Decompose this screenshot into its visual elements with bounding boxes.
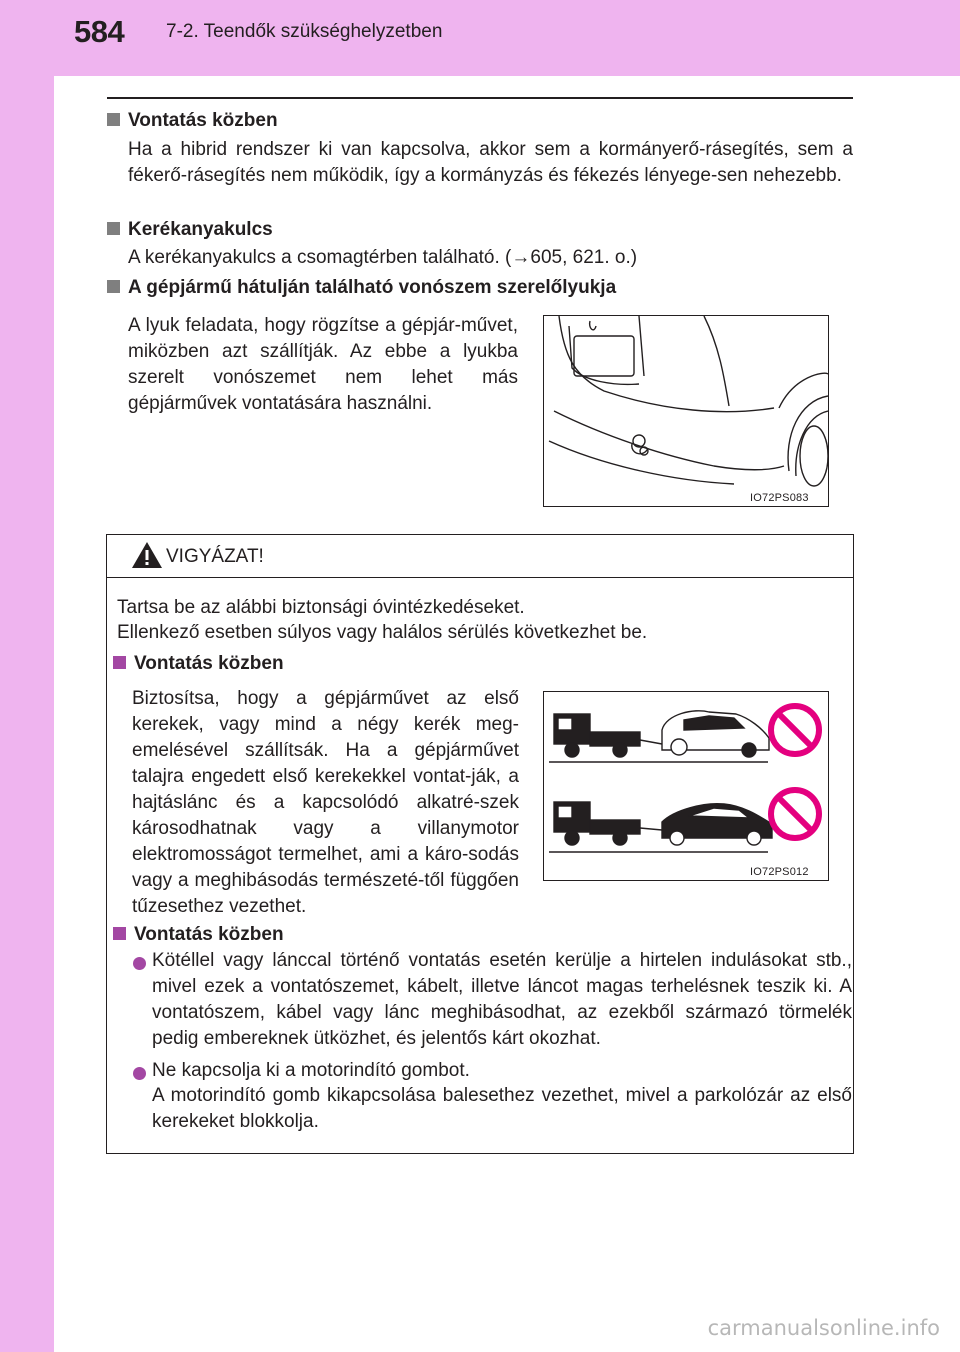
prohibited-icon: [771, 706, 819, 838]
heading-square-icon: [107, 222, 120, 235]
rear-bumper-figure: [543, 315, 829, 507]
tow-truck-figure: [543, 691, 829, 881]
warning-bullet-2: Ne kapcsolja ki a motorindító gombot.: [152, 1060, 470, 1081]
warning-title: VIGYÁZAT!: [166, 546, 264, 567]
figure-code: IO72PS012: [750, 866, 809, 878]
section-text-towing: Ha a hibrid rendszer ki van kapcsolva, akkor sem a kormányerő-rásegítés, sem a fékerő-rásegítés nem működik, így a kormányzás és fékezés lényege-sen nehezebb.: [128, 139, 853, 186]
section-heading-text: A gépjármű hátulján található vonószem szerelőlyukja: [128, 277, 617, 298]
rear-bumper-towing-eyelet-icon: [544, 316, 828, 506]
section-text-wheel-wrench: A kerékanyakulcs a csomagtérben található. (→605, 621. o.): [128, 247, 638, 268]
section-heading-towing: [107, 110, 278, 132]
warning-subheading-text: Vontatás közben: [134, 653, 284, 674]
warning-intro-line2: Ellenkező esetben súlyos vagy halálos sérülés következhet be.: [117, 622, 648, 643]
warning-box: [106, 534, 854, 1154]
warning-bullet-1: Kötéllel vagy lánccal történő vontatás esetén kerülje a hirtelen indulásokat stb., mivel ezek a vontatószemet, kábelt, illetve láncot magas terhelésnek teszik ki. A vontatószem, kábel vagy lánc meghibásodhat, az ezekből származó törmelék pedig embereknek ütközhet, és jelentős kárt okozhat.: [152, 950, 852, 1049]
section-text-towing-eyelet: A lyuk feladata, hogy rögzítse a gépjár-művet, miközben azt szállítják. Az ebbe a lyukba szerelt vonószemet nem lehet más gépjárművek vontatására használni.: [128, 315, 518, 414]
header-rule: [107, 97, 853, 99]
bullet-icon: [133, 957, 146, 975]
figure-code: IO72PS083: [750, 492, 809, 504]
warning-triangle-icon: [131, 541, 163, 569]
warning-subheading-1: [113, 653, 284, 675]
section-title: 7-2. Teendők szükséghelyzetben: [166, 21, 443, 42]
warning-bullet-2-detail: A motorindító gomb kikapcsolása balesethez vezethet, mivel a parkolózár az első kerekeket blokkolja.: [152, 1085, 852, 1132]
bullet-icon: [133, 1067, 146, 1085]
heading-square-icon: [107, 280, 120, 293]
watermark-text: carmanualsonline.info: [707, 1316, 940, 1340]
warning-subheading-2: [113, 924, 284, 946]
page-number: 584: [74, 14, 125, 49]
heading-square-icon: [107, 113, 120, 126]
section-heading-wheel-wrench: [107, 219, 273, 241]
side-color-bar: [0, 0, 54, 1352]
section-heading-towing-eyelet: [107, 277, 616, 299]
heading-square-icon: [113, 927, 126, 940]
section-heading-text: Vontatás közben: [128, 110, 278, 131]
heading-square-icon: [113, 656, 126, 669]
tow-truck-prohibited-icon: [544, 692, 828, 880]
warning-intro-line1: Tartsa be az alábbi biztonsági óvintézkedéseket.: [117, 597, 525, 618]
warning-subheading-text: Vontatás közben: [134, 924, 284, 945]
section-heading-text: Kerékanyakulcs: [128, 219, 273, 240]
warning-sub1-text: Biztosítsa, hogy a gépjárművet az első kerekek, vagy mind a négy kerék meg-emelésével szállítsák. Ha a gépjárművet talajra engedett első kerekekkel vontat-ják, a hajtáslánc és a kapcsolódó alkatré-szek károsodhatnak vagy a villanymotor elektromosságot termelhet, ami a káro-sodás vagy a meghibásodás természeté-től függően tűzesethez vezethet.: [132, 688, 519, 917]
warning-header: [107, 535, 853, 578]
